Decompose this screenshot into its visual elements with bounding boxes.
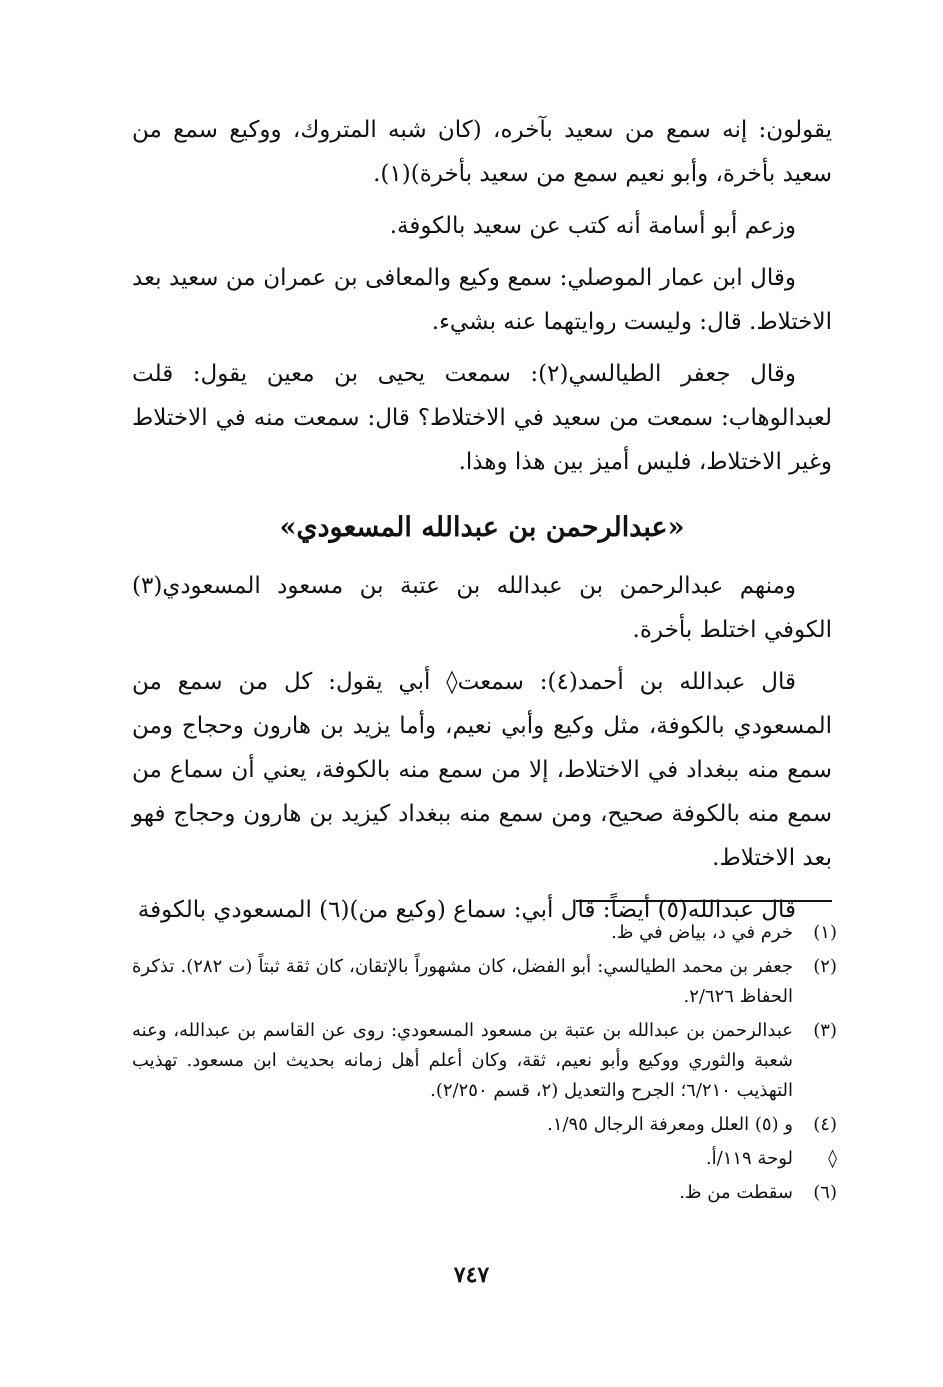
body-paragraph: وقال جعفر الطيالسي(٢): سمعت يحيى بن معين يقول: قلت لعبدالوهاب: سمعت من سعيد في الاختلاط؟ قال: سمعت منه في الاختلاط وغير الاختلاط، فليس أميز بين هذا وهذا. [132, 361, 832, 475]
footnote [132, 1110, 837, 1140]
footnote-mark: (٤) [813, 1114, 837, 1135]
body-paragraph: ومنهم عبدالرحمن بن عبدالله بن عتبة بن مسعود المسعودي(٣) الكوفي اختلط بأخرة. [132, 573, 832, 643]
footnote-text: خرم في د، بياض في ظ. [611, 922, 793, 943]
body-paragraph: قال عبدالله بن أحمد(٤): سمعت◊ أبي يقول: كل من سمع من المسعودي بالكوفة، مثل وكيع وأبي نعيم، وأما يزيد بن هارون وحجاج ومن سمع منه ببغداد في الاختلاط، إلا من سمع منه بالكوفة، يعني أن سماع من سمع منه بالكوفة صحيح، ومن سمع منه ببغداد كيزيد بن هارون وحجاج فهو بعد الاختلاط. [132, 669, 832, 871]
footnote-mark: (١) [813, 922, 837, 943]
section-heading: «عبدالرحمن بن عبدالله المسعودي» [279, 512, 685, 543]
footnote [132, 952, 837, 1012]
footnote [132, 1016, 837, 1106]
page-number: ٧٤٧ [453, 1262, 490, 1288]
body-paragraph: وقال ابن عمار الموصلي: سمع وكيع والمعافى بن عمران من سعيد بعد الاختلاط. قال: وليست روايتهما عنه بشيء. [132, 265, 832, 335]
footnote [132, 918, 837, 948]
footnote [132, 1144, 837, 1174]
footnote-mark: (٢) [813, 956, 837, 977]
footnote-divider [576, 900, 832, 902]
footnote-text: عبدالرحمن بن عبدالله بن عتبة بن مسعود المسعودي: روى عن القاسم بن عبدالله، وعنه شعبة والثوري ووكيع وأبو نعيم، ثقة، وكان أعلم أهل زمانه بحديث ابن مسعود. تهذيب التهذيب ٦/٢١٠؛ الجرح والتعديل (٢، قسم ٢/٢٥٠). [132, 1020, 793, 1101]
body-paragraph: وزعم أبو أسامة أنه كتب عن سعيد بالكوفة. [389, 213, 796, 239]
footnote-mark: (٦) [813, 1182, 837, 1203]
main-text [132, 108, 832, 940]
footnote-mark: ◊ [828, 1148, 837, 1169]
footnote-text: و (٥) العلل ومعرفة الرجال ١/٩٥. [547, 1114, 793, 1135]
body-paragraph: يقولون: إنه سمع من سعيد بآخره، (كان شبه المتروك، ووكيع سمع من سعيد بأخرة، وأبو نعيم سمع من سعيد بأخرة)(١). [132, 117, 832, 187]
footnote [132, 1178, 837, 1208]
footnote-text: سقطت من ظ. [679, 1182, 793, 1203]
body-paragraph: قال عبدالله(٥) أيضاً: قال أبي: سماع (وكيع من)(٦) المسعودي بالكوفة [137, 897, 796, 923]
footnote-mark: (٣) [813, 1020, 837, 1041]
footnotes [132, 918, 837, 1212]
footnote-text: لوحة ١١٩/أ. [705, 1148, 793, 1169]
footnote-text: جعفر بن محمد الطيالسي: أبو الفضل، كان مشهوراً بالإتقان، كان ثقة ثبتاً (ت ٢٨٢). تذكرة الحفاظ ٢/٦٢٦. [132, 956, 794, 1007]
